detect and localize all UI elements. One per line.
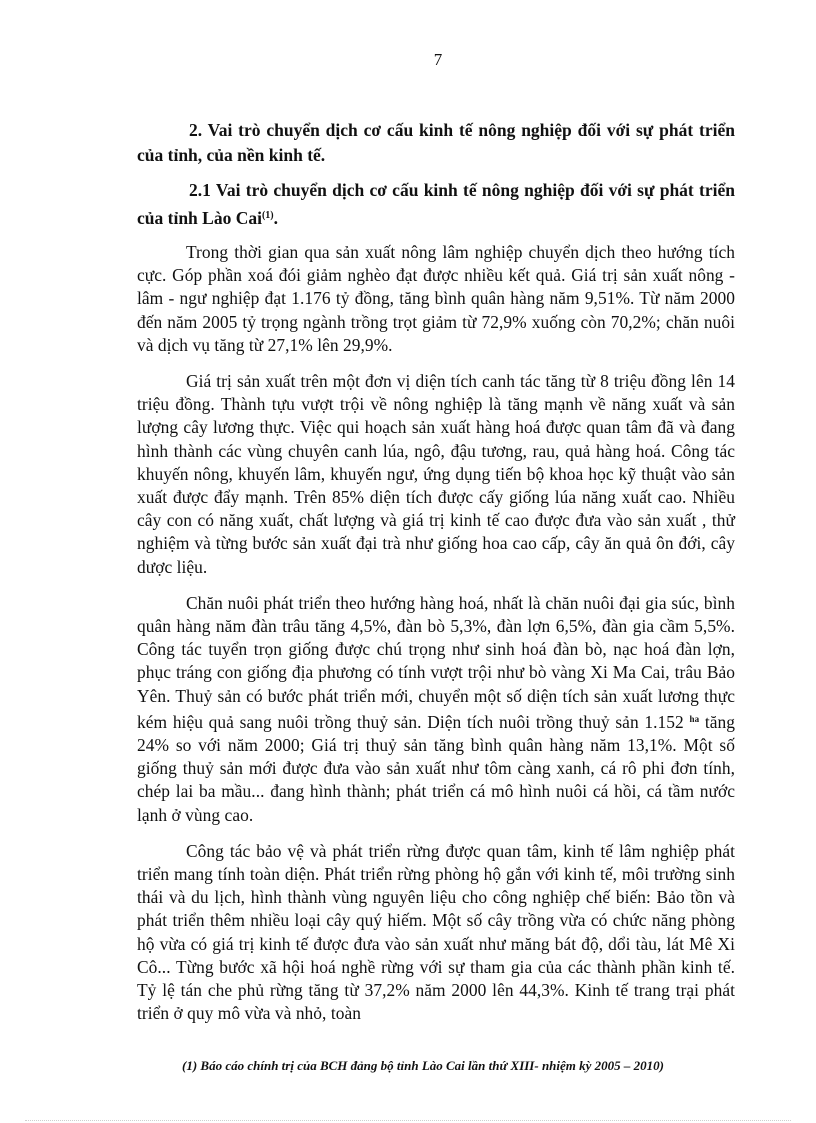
page-bottom-edge	[25, 1120, 791, 1121]
paragraph-livestock	[137, 592, 735, 827]
hectare-unit: ha	[689, 713, 700, 724]
section-heading-2-1-text: 2.1 Vai trò chuyển dịch cơ cấu kinh tế nông nghiệp đối với sự phát triển của tỉnh Lào Cai	[137, 180, 735, 228]
livestock-text-part-2: tăng 24% so với năm 2000; Giá trị thuỷ sản tăng bình quân hàng năm 13,1%. Một số giống thuỷ sản mới được đưa vào sản xuất như tôm càng xanh, cá rô phi đơn tính, chép lai ba mầu... đang hình thành; phát triển cá mô hình nuôi cá hồi, cá tầm nước lạnh ở vùng cao.	[137, 711, 736, 825]
footnote: (1) Báo cáo chính trị của BCH đảng bộ tỉnh Lào Cai lần thứ XIII- nhiệm kỳ 2005 – 2010)	[182, 1058, 664, 1073]
section-heading-2-1-period: .	[273, 208, 278, 228]
section-heading-2-1	[137, 178, 735, 231]
footnote-reference[interactable]: (1)	[261, 210, 274, 221]
paragraph-forestry: Công tác bảo vệ và phát triển rừng được quan tâm, kinh tế lâm nghiệp phát triển mang tính toàn diện. Phát triển rừng phòng hộ gắn với kinh tế, môi trường sinh thái và du lịch, hình thành vùng nguyên liệu cho công nghiệp chế biến: Bảo tồn và phát triển thêm nhiều loại cây quý hiếm. Một số cây trồng vừa có chức năng phòng hộ vừa có giá trị kinh tế được đưa vào sản xuất như măng bát độ, dổi tàu, lát Mê Xi Cô... Từng bước xã hội hoá nghề rừng với sự tham gia của các thành phần kinh tế. Tỷ lệ tán che phủ rừng tăng từ 37,2% năm 2000 lên 44,3%. Kinh tế trang trại phát triển ở quy mô vừa và nhỏ, toàn	[137, 840, 735, 1024]
paragraph-production-value: Giá trị sản xuất trên một đơn vị diện tích canh tác tăng từ 8 triệu đồng lên 14 triệu đồng. Thành tựu vượt trội về nông nghiệp là tăng mạnh về năng xuất và sản lượng cây lương thực. Việc qui hoạch sản xuất hàng hoá được quan tâm đã và đang hình thành các vùng chuyên canh lúa, ngô, đậu tương, rau, quả hàng hoá. Công tác khuyến nông, khuyến lâm, khuyến ngư, ứng dụng tiến bộ khoa học kỹ thuật vào sản xuất được đẩy mạnh. Trên 85% diện tích được cấy giống lúa năng xuất cao. Nhiều cây con có năng xuất, chất lượng và giá trị kinh tế cao được đưa vào sản xuất , thử nghiệm và từng bước sản xuất đại trà như giống hoa cao cấp, cây ăn quả ôn đới, cây dược liệu.	[137, 371, 735, 577]
section-heading-2: 2. Vai trò chuyển dịch cơ cấu kinh tế nông nghiệp đối với sự phát triển của tỉnh, của nền kinh tế.	[137, 120, 735, 165]
document-body	[137, 118, 735, 1039]
page-number: 7	[433, 50, 443, 69]
livestock-text-part-1: Chăn nuôi phát triển theo hướng hàng hoá, nhất là chăn nuôi đại gia súc, bình quân hàng năm đàn trâu tăng 4,5%, đàn bò 5,3%, đàn lợn 6,5%, đàn gia cầm 5,5%. Công tác tuyển trọn giống được chú trọng như sinh hoá đàn bò, nạc hoá đàn lợn, phục tráng con giống địa phương có tính vượt trội như bò vàng Xi Ma Cai, trâu Bảo Yên. Thuỷ sản có bước phát triển mới, chuyển một số diện tích sản xuất lương thực kém hiệu quả sang nuôi trồng thuỷ sản. Diện tích nuôi trồng thuỷ sản 1.152	[137, 592, 735, 732]
paragraph-agriculture-overview: Trong thời gian qua sản xuất nông lâm nghiệp chuyển dịch theo hướng tích cực. Góp phần xoá đói giảm nghèo đạt được nhiều kết quả. Giá trị sản xuất nông - lâm - ngư nghiệp đạt 1.176 tỷ đồng, tăng bình quân hàng năm 9,51%. Từ năm 2000 đến năm 2005 tỷ trọng ngành trồng trọt giảm từ 72,9% xuống còn 70,2%; chăn nuôi và dịch vụ tăng từ 27,1% lên 29,9%.	[137, 242, 735, 355]
